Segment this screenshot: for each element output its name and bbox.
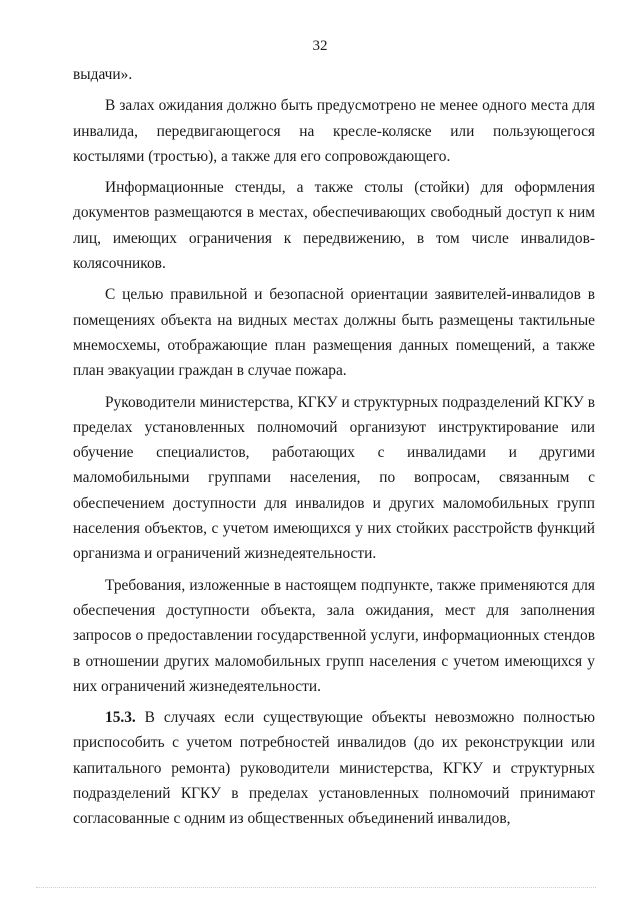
paragraph-tactile-schemes: С целью правильной и безопасной ориентации заявителей-инвалидов в помещениях объекта на видных местах должны быть размещены тактильные мнемосхемы, отображающие план размещения данных помещений, а также план эвакуации граждан в случае пожара.: [73, 286, 595, 380]
page-number: 32: [312, 38, 328, 54]
paragraph-info-stands: Информационные стенды, а также столы (стойки) для оформления документов размещаются в местах, обеспечивающих свободный доступ к ним лиц, имеющих ограничения к передвижению, в том числе инвалидов-колясочников.: [73, 179, 595, 273]
paragraph-clause-15-3: [73, 705, 595, 831]
paragraph-continuation: выдачи».: [73, 66, 133, 83]
paragraph-waiting-rooms: В залах ожидания должно быть предусмотрено не менее одного места для инвалида, передвигающегося на кресле-коляске или пользующегося костылями (тростью), а также для его сопровождающего.: [73, 97, 595, 165]
paragraph-staff-training: Руководители министерства, КГКУ и структурных подразделений КГКУ в пределах установленных полномочий организуют инструктирование или обучение специалистов, работающих с инвалидами и другими маломобильными группами населения, по вопросам, связанным с обеспечением доступности для инвалидов и других маломобильных групп населения объектов, с учетом имеющихся у них стойких расстройств функций организма и ограничений жизнедеятельности.: [73, 393, 595, 563]
scan-artifact-dots: [36, 887, 596, 892]
document-body: [73, 62, 595, 832]
clause-number: 15.3.: [105, 709, 136, 727]
paragraph-requirements: Требования, изложенные в настоящем подпункте, также применяются для обеспечения доступности объекта, зала ожидания, мест для заполнения запросов о предоставлении государственной услуги, информационных стендов в отношении других маломобильных групп населения с учетом имеющихся у них ограничений жизнедеятельности.: [73, 576, 595, 695]
clause-text: В случаях если существующие объекты невозможно полностью приспособить с учетом потребностей инвалидов (до их реконструкции или капитального ремонта) руководители министерства, КГКУ и структурных подразделений КГКУ в пределах установленных полномочий принимают согласованные с одним из общественных объединений инвалидов,: [73, 709, 595, 828]
